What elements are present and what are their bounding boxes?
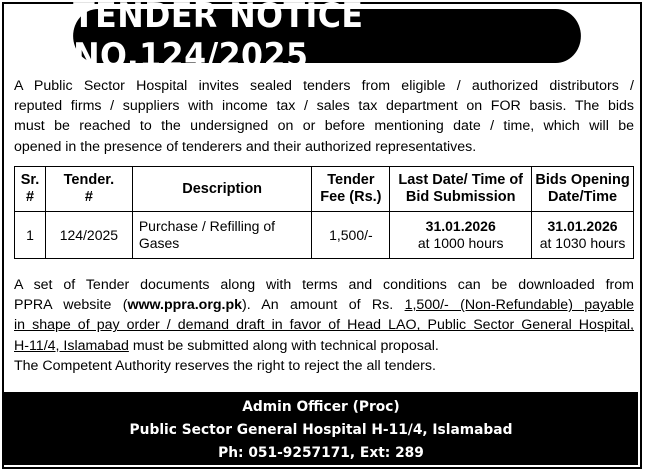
- terms-line: in shape of pay order / demand draft in favor of Head LAO, Public Sector General Hospital,: [14, 317, 634, 334]
- cell-sr: 1: [15, 212, 46, 259]
- table-header-row: [15, 167, 634, 212]
- header-tender: Tender. #: [45, 167, 132, 212]
- footer-designation: Admin Officer (Proc): [242, 399, 400, 415]
- contact-footer: [4, 392, 638, 465]
- tender-table: [14, 166, 634, 259]
- footer-organization: Public Sector General Hospital H-11/4, Islamabad: [129, 422, 513, 438]
- header-fee: Tender Fee (Rs.): [312, 167, 390, 212]
- ppra-link[interactable]: www.ppra.org.pk: [127, 297, 243, 314]
- cell-tender: 124/2025: [45, 212, 132, 259]
- intro-line: reputed firms / suppliers with income tax / sales tax department on FOR basis. The bids: [14, 98, 634, 115]
- header-description: Description: [132, 167, 312, 212]
- table-row: [15, 212, 634, 259]
- header-opening: Bids Opening Date/Time: [532, 167, 634, 212]
- notice-title: TENDER NOTICE NO.124/2025: [73, 9, 581, 63]
- cell-opening: 31.01.2026 at 1030 hours: [532, 212, 634, 259]
- terms-line: H-11/4, Islamabad must be submitted along with technical proposal.: [14, 337, 439, 354]
- terms-paragraph: [14, 275, 634, 376]
- terms-line: The Competent Authority reserves the right to reject the all tenders.: [14, 357, 436, 374]
- terms-line: A set of Tender documents along with terms and conditions can be downloaded from: [14, 277, 634, 293]
- cell-fee: 1,500/-: [312, 212, 390, 259]
- terms-line: PPRA website (www.ppra.org.pk). An amount of Rs. 1,500/- (Non-Refundable) payable: [14, 297, 634, 314]
- intro-line: must be reached to the undersigned on or before mentioning date / time, which will be: [14, 118, 634, 135]
- header-last-date: Last Date/ Time of Bid Submission: [390, 167, 532, 212]
- header-sr: Sr. #: [15, 167, 46, 212]
- footer-contact: Ph: 051-9257171, Ext: 289: [218, 445, 424, 461]
- intro-line: opened in the presence of tenderers and their authorized representatives.: [14, 138, 477, 155]
- intro-paragraph: [14, 76, 634, 157]
- cell-last-date: 31.01.2026 at 1000 hours: [390, 212, 532, 259]
- cell-description: Purchase / Refilling of Gases: [132, 212, 312, 259]
- intro-line: A Public Sector Hospital invites sealed tenders from eligible / authorized distributors /: [14, 78, 634, 94]
